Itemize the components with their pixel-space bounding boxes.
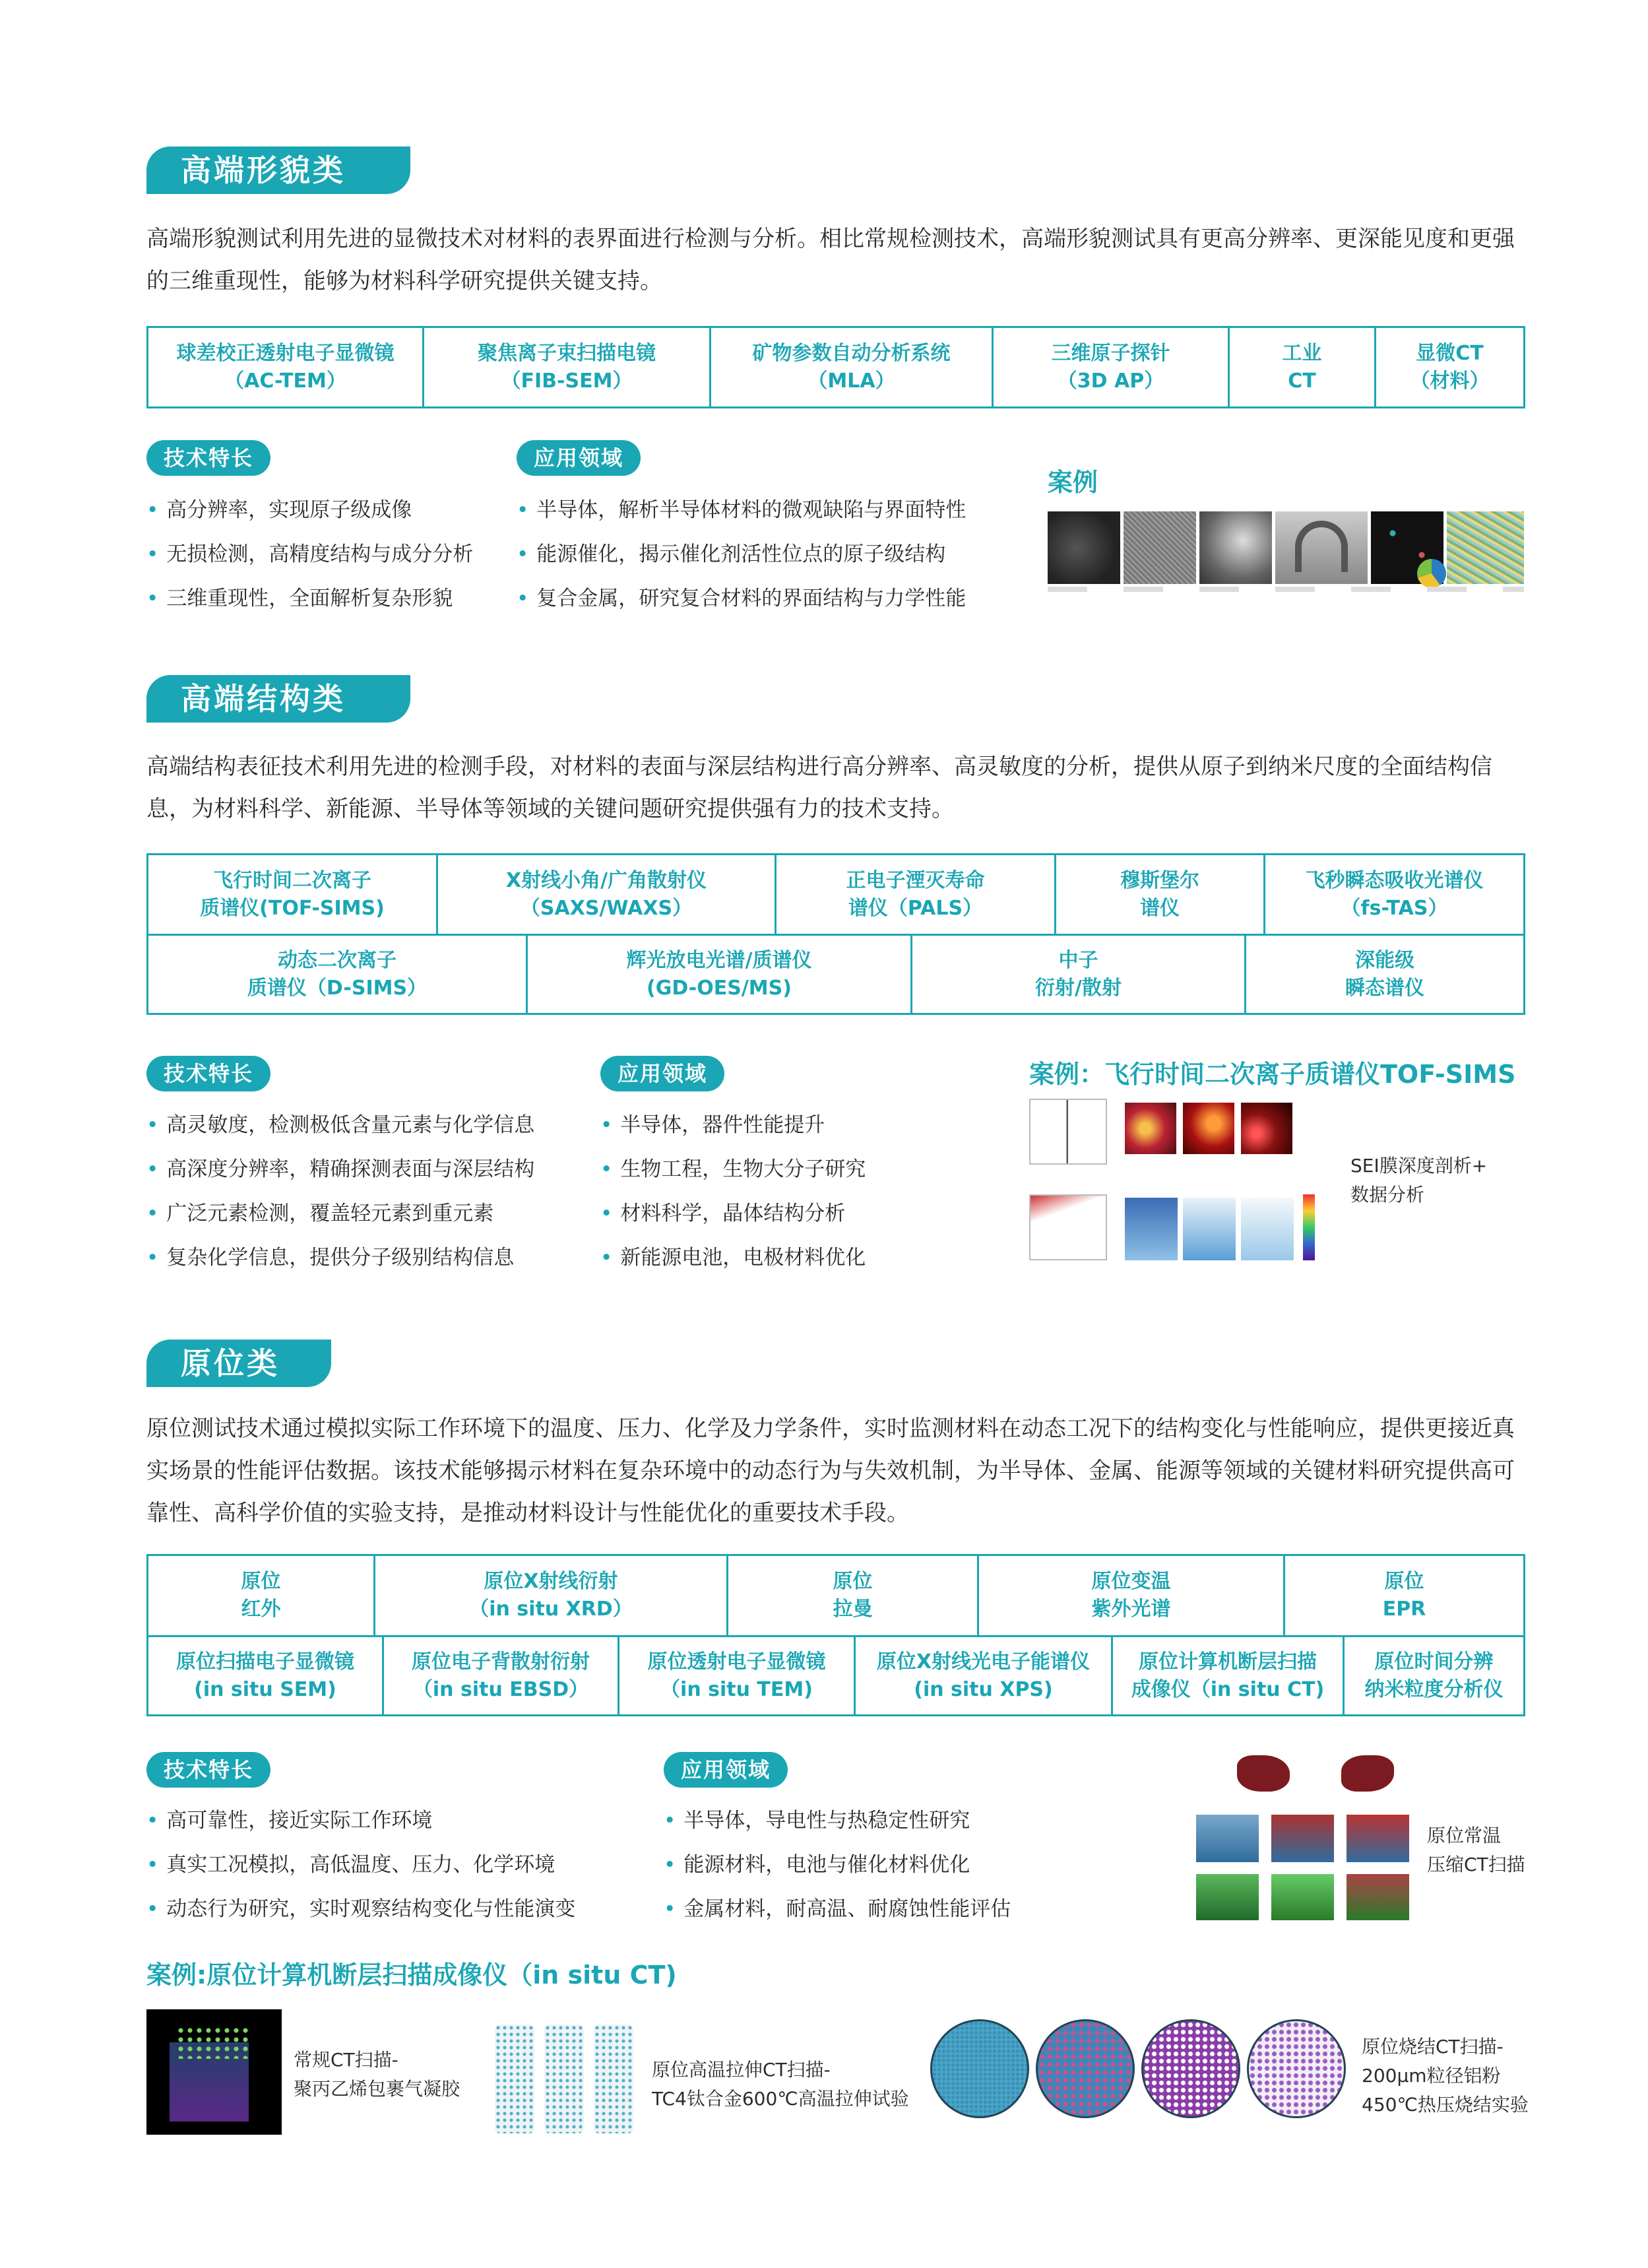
instrument-cell[interactable]: 三维原子探针 （3D AP） xyxy=(994,328,1230,406)
instrument-cell[interactable]: 原位透射电子显微镜 （in situ TEM) xyxy=(619,1637,856,1714)
features-list xyxy=(146,1103,534,1280)
3d-reconstruction xyxy=(1241,1198,1294,1260)
sample-disc xyxy=(930,2019,1029,2118)
section-title-morphology: 高端形貌类 xyxy=(146,146,410,194)
depth-profile-plot xyxy=(1029,1194,1107,1260)
instrument-cell[interactable]: 原位时间分辨 纳米粒度分析仪 xyxy=(1364,1650,1504,1701)
list-item: • 高深度分辨率，精确探测表面与深层结构 xyxy=(146,1148,534,1192)
applications-list xyxy=(517,488,966,621)
instrument-cell[interactable]: 原位X射线光电子能谱仪 (in situ XPS) xyxy=(856,1637,1113,1714)
instrument-grid xyxy=(146,326,1525,408)
specimen xyxy=(495,2025,534,2133)
case-caption: 原位高温拉伸CT扫描- TC4钛合金600℃高温拉伸试验 xyxy=(652,2059,909,2110)
section-description: 原位测试技术通过模拟实际工作环境下的温度、压力、化学及力学条件，实时监测材料在动态工况下的结构变化与性能响应，提供更接近真实场景的性能评估数据。该技术能够揭示材料在复杂环境中的动态行为与失效机制，为半导体、金属、能源等领域的关键材料研究提供高可靠性、高科学价值的实验支持，是推动材料设计与性能优化的重要技术手段。 xyxy=(146,1415,1515,1526)
ct-volume xyxy=(1347,1815,1409,1862)
list-item: • 生物工程，生物大分子研究 xyxy=(600,1148,866,1192)
ct-volume xyxy=(1196,1874,1259,1920)
instrument-cell[interactable]: 飞秒瞬态吸收光谱仪 （fs-TAS） xyxy=(1305,868,1484,920)
list-item: • 高分辨率，实现原子级成像 xyxy=(146,488,473,533)
specimen xyxy=(594,2025,633,2133)
ct-volume xyxy=(1347,1874,1409,1920)
section-description: 高端结构表征技术利用先进的检测手段，对材料的表面与深层结构进行高分辨率、高灵敏度的分析，提供从原子到纳米尺度的全面结构信息，为材料科学、新能源、半导体等领域的关键问题研究提供强有力的技术支持。 xyxy=(146,754,1492,822)
list-item: • 半导体，解析半导体材料的微观缺陷与界面特性 xyxy=(517,488,966,533)
instrument-cell[interactable]: 原位 拉曼 xyxy=(728,1556,979,1635)
features-label: 技术特长 xyxy=(146,1056,270,1091)
tem-image xyxy=(1048,511,1120,584)
fib-image xyxy=(1199,511,1272,584)
applications-label: 应用领域 xyxy=(664,1752,788,1788)
list-item: • 半导体，器件性能提升 xyxy=(600,1103,866,1148)
aerogel-ct-image xyxy=(146,2009,282,2135)
sintering-ct-figure xyxy=(930,2013,1346,2138)
case-image-strip xyxy=(1048,511,1524,604)
element-map xyxy=(1183,1103,1234,1154)
list-item: • 复合金属，研究复合材料的界面结构与力学性能 xyxy=(517,577,966,621)
ct-volume xyxy=(1341,1755,1394,1792)
instrument-cell[interactable]: 原位计算机断层扫描 成像仪（in situ CT) xyxy=(1113,1637,1345,1714)
section-description: 高端形貌测试利用先进的显微技术对材料的表界面进行检测与分析。相比常规检测技术，高端形貌测试具有更高分辨率、更深能见度和更强的三维重现性，能够为材料科学研究提供关键支持。 xyxy=(146,226,1515,294)
case-title: 案例：飞行时间二次离子质谱仪TOF-SIMS xyxy=(1029,1060,1516,1089)
list-item: • 高灵敏度，检测极低含量元素与化学信息 xyxy=(146,1103,534,1148)
3d-reconstruction xyxy=(1183,1198,1236,1260)
tof-sims-figure xyxy=(1029,1099,1333,1277)
instrument-cell[interactable]: 原位 红外 xyxy=(148,1556,375,1635)
features-list xyxy=(146,1799,575,1931)
instrument-grid xyxy=(146,1554,1525,1716)
ct-volume xyxy=(1196,1815,1259,1862)
instrument-cell[interactable]: 穆斯堡尔 谱仪 xyxy=(1056,855,1265,934)
list-item: • 复杂化学信息，提供分子级别结构信息 xyxy=(146,1236,534,1280)
applications-label: 应用领域 xyxy=(600,1056,724,1091)
instrument-cell[interactable]: 显微CT （材料） xyxy=(1410,341,1490,393)
list-item: • 动态行为研究，实时观察结构变化与性能演变 xyxy=(146,1887,575,1931)
color-scale-bar xyxy=(1303,1194,1315,1260)
sem-image xyxy=(1124,511,1196,584)
list-item: • 三维重现性，全面解析复杂形貌 xyxy=(146,577,473,621)
case-caption: 常规CT扫描- 聚丙乙烯包裹气凝胶 xyxy=(294,2049,460,2100)
instrument-cell[interactable]: 原位变温 紫外光谱 xyxy=(979,1556,1285,1635)
instrument-cell[interactable]: 辉光放电光谱/质谱仪 (GD-OES/MS) xyxy=(528,936,912,1013)
side-caption: 原位常温 压缩CT扫描 xyxy=(1427,1825,1525,1875)
3d-reconstruction xyxy=(1125,1198,1178,1260)
list-item: • 金属材料，耐高温、耐腐蚀性能评估 xyxy=(664,1887,1011,1931)
instrument-cell[interactable]: 正电子湮灭寿命 谱仪（PALS） xyxy=(776,855,1056,934)
ct-volume xyxy=(1271,1874,1334,1920)
ct-device-image xyxy=(1275,511,1368,584)
instrument-cell[interactable]: 原位扫描电子显微镜 (in situ SEM) xyxy=(148,1637,384,1714)
case-title: 案例:原位计算机断层扫描成像仪（in situ CT) xyxy=(146,1960,677,1990)
element-map xyxy=(1125,1103,1176,1154)
specimen xyxy=(544,2025,584,2133)
list-item: • 无损检测，高精度结构与成分分析 xyxy=(146,533,473,577)
instrument-cell[interactable]: X射线小角/广角散射仪 （SAXS/WAXS） xyxy=(438,855,776,934)
mineral-map-image xyxy=(1447,511,1524,584)
features-label: 技术特长 xyxy=(146,440,270,476)
instrument-cell[interactable]: 球差校正透射电子显微镜 （AC-TEM） xyxy=(148,328,424,406)
ct-volume xyxy=(1237,1755,1290,1792)
list-item: • 材料科学，晶体结构分析 xyxy=(600,1192,866,1236)
spectrum-plot xyxy=(1029,1099,1107,1165)
instrument-cell[interactable]: 矿物参数自动分析系统 （MLA） xyxy=(711,328,994,406)
case-title: 案例 xyxy=(1048,468,1098,497)
list-item: • 新能源电池，电极材料优化 xyxy=(600,1236,866,1280)
sample-disc xyxy=(1036,2019,1135,2118)
ct-volume xyxy=(1271,1815,1334,1862)
instrument-cell[interactable]: 聚焦离子束扫描电镜 （FIB-SEM） xyxy=(424,328,711,406)
instrument-cell[interactable]: 飞行时间二次离子 质谱仪(TOF-SIMS) xyxy=(148,855,438,934)
section-title-structure: 高端结构类 xyxy=(146,675,410,723)
instrument-cell[interactable]: 原位X射线衍射 （in situ XRD） xyxy=(375,1556,728,1635)
sample-disc xyxy=(1141,2019,1240,2118)
applications-label: 应用领域 xyxy=(517,440,641,476)
instrument-cell[interactable]: 深能级 瞬态谱仪 xyxy=(1345,948,1424,1000)
list-item: • 真实工况模拟，高低温度、压力、化学环境 xyxy=(146,1843,575,1887)
features-list xyxy=(146,488,473,621)
image-caption-strip xyxy=(1048,587,1524,592)
instrument-grid xyxy=(146,853,1525,1015)
instrument-cell[interactable]: 原位电子背散射衍射 （in situ EBSD） xyxy=(384,1637,619,1714)
sample-disc xyxy=(1247,2019,1346,2118)
list-item: • 半导体，导电性与热稳定性研究 xyxy=(664,1799,1011,1843)
case-caption: SEI膜深度剖析+ 数据分析 xyxy=(1350,1155,1488,1206)
instrument-cell[interactable]: 原位 EPR xyxy=(1382,1570,1426,1621)
list-item: • 广泛元素检测，覆盖轻元素到重元素 xyxy=(146,1192,534,1236)
tensile-ct-figure xyxy=(488,2006,640,2138)
section-title-in-situ: 原位类 xyxy=(146,1340,331,1387)
instrument-cell[interactable]: 中子 衍射/散射 xyxy=(912,936,1246,1013)
features-label: 技术特长 xyxy=(146,1752,270,1788)
list-item: • 能源催化，揭示催化剂活性位点的原子级结构 xyxy=(517,533,966,577)
element-map xyxy=(1241,1103,1292,1154)
instrument-cell[interactable]: 动态二次离子 质谱仪（D-SIMS） xyxy=(148,936,528,1013)
compression-ct-figure xyxy=(1191,1752,1415,1924)
list-item: • 高可靠性，接近实际工作环境 xyxy=(146,1799,575,1843)
applications-list xyxy=(600,1103,866,1280)
applications-list xyxy=(664,1799,1011,1931)
pie-chart-icon xyxy=(1417,559,1446,588)
instrument-cell[interactable]: 工业 CT xyxy=(1230,328,1376,406)
list-item: • 能源材料，电池与催化材料优化 xyxy=(664,1843,1011,1887)
case-caption: 原位烧结CT扫描- 200μm粒径铝粉 450℃热压烧结实验 xyxy=(1362,2036,1529,2116)
